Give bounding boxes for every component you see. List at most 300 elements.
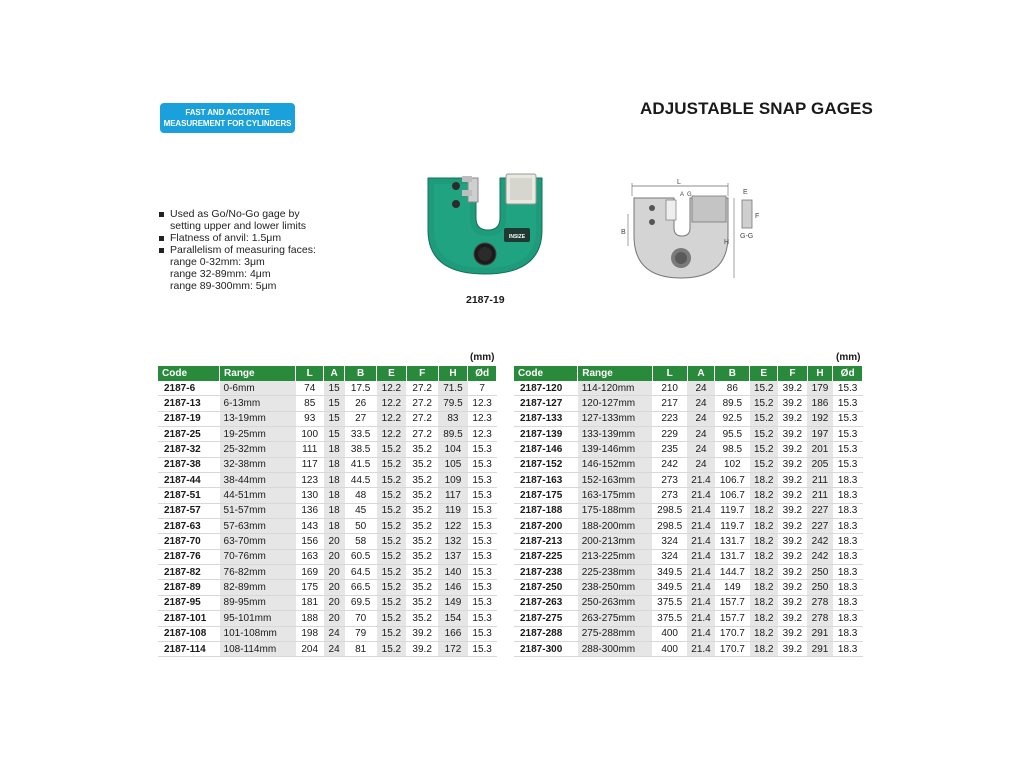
feature-text: Parallelism of measuring faces: xyxy=(170,244,316,256)
cell-code: 2187-63 xyxy=(158,519,220,534)
cell-a: 18 xyxy=(324,457,345,472)
cell-f: 39.2 xyxy=(778,427,808,442)
table-row xyxy=(158,580,497,595)
table-row xyxy=(514,411,863,426)
cell-code: 2187-288 xyxy=(514,626,578,641)
table-row xyxy=(514,442,863,457)
cell-e: 15.2 xyxy=(377,503,407,518)
cell-a: 20 xyxy=(324,611,345,626)
cell-range: 108-114mm xyxy=(220,641,296,656)
table-row xyxy=(158,534,497,549)
col-header-code: Code xyxy=(514,366,578,381)
cell-range: 32-38mm xyxy=(220,457,296,472)
cell-l: 163 xyxy=(296,549,324,564)
cell-d: 18.3 xyxy=(833,565,863,580)
cell-code: 2187-51 xyxy=(158,488,220,503)
cell-a: 15 xyxy=(324,396,345,411)
unit-label-right: (mm) xyxy=(836,352,861,363)
cell-d: 15.3 xyxy=(468,580,497,595)
cell-f: 39.2 xyxy=(778,381,808,396)
table-row xyxy=(158,549,497,564)
cell-f: 27.2 xyxy=(406,411,438,426)
cell-range: 25-32mm xyxy=(220,442,296,457)
cell-e: 15.2 xyxy=(377,457,407,472)
cell-e: 15.2 xyxy=(750,396,778,411)
cell-e: 15.2 xyxy=(377,626,407,641)
cell-l: 181 xyxy=(296,595,324,610)
cell-h: 242 xyxy=(807,534,833,549)
cell-h: 186 xyxy=(807,396,833,411)
table-row xyxy=(158,442,497,457)
cell-b: 45 xyxy=(345,503,377,518)
cell-l: 242 xyxy=(652,457,687,472)
cell-h: 83 xyxy=(438,411,468,426)
cell-l: 204 xyxy=(296,641,324,656)
cell-code: 2187-82 xyxy=(158,565,220,580)
cell-f: 39.2 xyxy=(778,595,808,610)
cell-f: 35.2 xyxy=(406,473,438,488)
cell-e: 15.2 xyxy=(377,519,407,534)
cell-a: 21.4 xyxy=(687,488,715,503)
cell-h: 146 xyxy=(438,580,468,595)
cell-f: 39.2 xyxy=(778,534,808,549)
col-header-a: A xyxy=(324,366,345,381)
cell-l: 111 xyxy=(296,442,324,457)
page-title: ADJUSTABLE SNAP GAGES xyxy=(640,99,873,118)
col-header-l: L xyxy=(652,366,687,381)
table-row xyxy=(158,595,497,610)
cell-range: 101-108mm xyxy=(220,626,296,641)
cell-l: 143 xyxy=(296,519,324,534)
cell-d: 15.3 xyxy=(833,411,863,426)
cell-d: 18.3 xyxy=(833,549,863,564)
cell-h: 201 xyxy=(807,442,833,457)
cell-b: 79 xyxy=(345,626,377,641)
cell-h: 104 xyxy=(438,442,468,457)
cell-e: 18.2 xyxy=(750,534,778,549)
cell-b: 64.5 xyxy=(345,565,377,580)
cell-range: 6-13mm xyxy=(220,396,296,411)
feature-item xyxy=(158,244,358,256)
cell-f: 27.2 xyxy=(406,427,438,442)
cell-b: 70 xyxy=(345,611,377,626)
table-row xyxy=(158,519,497,534)
cell-h: 105 xyxy=(438,457,468,472)
table-row xyxy=(158,396,497,411)
cell-range: 19-25mm xyxy=(220,427,296,442)
cell-l: 210 xyxy=(652,381,687,396)
cell-range: 175-188mm xyxy=(578,503,652,518)
cell-range: 275-288mm xyxy=(578,626,652,641)
cell-e: 15.2 xyxy=(750,411,778,426)
table-row xyxy=(514,519,863,534)
cell-range: 82-89mm xyxy=(220,580,296,595)
cell-f: 39.2 xyxy=(778,457,808,472)
cell-b: 170.7 xyxy=(715,626,750,641)
cell-f: 39.2 xyxy=(778,396,808,411)
table-row xyxy=(514,580,863,595)
cell-h: 291 xyxy=(807,626,833,641)
cell-l: 223 xyxy=(652,411,687,426)
cell-code: 2187-175 xyxy=(514,488,578,503)
cell-b: 26 xyxy=(345,396,377,411)
cell-range: 51-57mm xyxy=(220,503,296,518)
cell-h: 119 xyxy=(438,503,468,518)
feature-item xyxy=(158,232,358,244)
cell-e: 18.2 xyxy=(750,626,778,641)
table-row xyxy=(158,427,497,442)
table-row xyxy=(158,457,497,472)
cell-range: 127-133mm xyxy=(578,411,652,426)
cell-b: 119.7 xyxy=(715,503,750,518)
cell-range: 146-152mm xyxy=(578,457,652,472)
cell-b: 44.5 xyxy=(345,473,377,488)
table-header-row xyxy=(514,366,863,381)
table-row xyxy=(514,488,863,503)
cell-code: 2187-300 xyxy=(514,641,578,656)
table-row xyxy=(514,534,863,549)
cell-d: 15.3 xyxy=(468,565,497,580)
cell-l: 400 xyxy=(652,641,687,656)
cell-d: 15.3 xyxy=(468,503,497,518)
cell-code: 2187-101 xyxy=(158,611,220,626)
cell-code: 2187-114 xyxy=(158,641,220,656)
cell-range: 70-76mm xyxy=(220,549,296,564)
cell-d: 12.3 xyxy=(468,396,497,411)
cell-b: 58 xyxy=(345,534,377,549)
cell-e: 15.2 xyxy=(377,580,407,595)
cell-code: 2187-19 xyxy=(158,411,220,426)
diagram-label-l: L xyxy=(677,179,681,186)
cell-b: 157.7 xyxy=(715,595,750,610)
cell-b: 41.5 xyxy=(345,457,377,472)
cell-range: 76-82mm xyxy=(220,565,296,580)
cell-f: 39.2 xyxy=(778,442,808,457)
cell-code: 2187-89 xyxy=(158,580,220,595)
cell-h: 71.5 xyxy=(438,381,468,396)
cell-h: 197 xyxy=(807,427,833,442)
cell-b: 106.7 xyxy=(715,488,750,503)
cell-l: 349.5 xyxy=(652,580,687,595)
cell-b: 27 xyxy=(345,411,377,426)
spec-table-left xyxy=(158,366,497,657)
cell-code: 2187-70 xyxy=(158,534,220,549)
cell-l: 123 xyxy=(296,473,324,488)
table-row xyxy=(158,641,497,656)
cell-f: 35.2 xyxy=(406,595,438,610)
cell-h: 205 xyxy=(807,457,833,472)
cell-f: 39.2 xyxy=(778,549,808,564)
cell-d: 15.3 xyxy=(468,519,497,534)
cell-b: 149 xyxy=(715,580,750,595)
cell-h: 211 xyxy=(807,488,833,503)
cell-f: 35.2 xyxy=(406,488,438,503)
cell-range: 0-6mm xyxy=(220,381,296,396)
cell-d: 18.3 xyxy=(833,519,863,534)
table-row xyxy=(514,641,863,656)
diagram-label-a: A xyxy=(680,192,685,198)
cell-d: 15.3 xyxy=(468,611,497,626)
cell-range: 44-51mm xyxy=(220,488,296,503)
cell-d: 15.3 xyxy=(468,488,497,503)
cell-code: 2187-95 xyxy=(158,595,220,610)
cell-a: 20 xyxy=(324,565,345,580)
cell-range: 152-163mm xyxy=(578,473,652,488)
cell-e: 15.2 xyxy=(377,488,407,503)
cell-h: 211 xyxy=(807,473,833,488)
cell-range: 250-263mm xyxy=(578,595,652,610)
cell-range: 288-300mm xyxy=(578,641,652,656)
cell-a: 21.4 xyxy=(687,549,715,564)
cell-a: 21.4 xyxy=(687,641,715,656)
cell-h: 117 xyxy=(438,488,468,503)
cell-b: 17.5 xyxy=(345,381,377,396)
cell-e: 15.2 xyxy=(750,457,778,472)
cell-b: 98.5 xyxy=(715,442,750,457)
feature-sub: range 89-300mm: 5μm xyxy=(170,280,277,292)
table-row xyxy=(514,595,863,610)
cell-code: 2187-188 xyxy=(514,503,578,518)
cell-l: 100 xyxy=(296,427,324,442)
cell-d: 18.3 xyxy=(833,611,863,626)
spec-table-right xyxy=(514,366,863,657)
cell-f: 35.2 xyxy=(406,549,438,564)
cell-e: 18.2 xyxy=(750,488,778,503)
cell-code: 2187-38 xyxy=(158,457,220,472)
cell-range: 89-95mm xyxy=(220,595,296,610)
table-row xyxy=(514,473,863,488)
cell-range: 95-101mm xyxy=(220,611,296,626)
cell-l: 188 xyxy=(296,611,324,626)
cell-e: 18.2 xyxy=(750,595,778,610)
cell-b: 102 xyxy=(715,457,750,472)
cell-b: 86 xyxy=(715,381,750,396)
cell-f: 35.2 xyxy=(406,503,438,518)
cell-d: 15.3 xyxy=(468,626,497,641)
cell-a: 18 xyxy=(324,488,345,503)
cell-range: 57-63mm xyxy=(220,519,296,534)
cell-l: 235 xyxy=(652,442,687,457)
cell-d: 18.3 xyxy=(833,488,863,503)
cell-code: 2187-32 xyxy=(158,442,220,457)
cell-code: 2187-275 xyxy=(514,611,578,626)
feature-sub: range 0-32mm: 3μm xyxy=(170,256,265,268)
cell-f: 35.2 xyxy=(406,565,438,580)
cell-code: 2187-263 xyxy=(514,595,578,610)
col-header-l: L xyxy=(296,366,324,381)
cell-a: 18 xyxy=(324,442,345,457)
cell-h: 149 xyxy=(438,595,468,610)
cell-d: 18.3 xyxy=(833,473,863,488)
cell-a: 20 xyxy=(324,549,345,564)
cell-d: 15.3 xyxy=(468,641,497,656)
cell-e: 15.2 xyxy=(377,534,407,549)
cell-range: 38-44mm xyxy=(220,473,296,488)
cell-a: 24 xyxy=(687,427,715,442)
cell-d: 15.3 xyxy=(468,473,497,488)
cell-d: 15.3 xyxy=(833,442,863,457)
col-header-a: A xyxy=(687,366,715,381)
cell-a: 24 xyxy=(324,626,345,641)
cell-code: 2187-139 xyxy=(514,427,578,442)
cell-a: 18 xyxy=(324,519,345,534)
cell-f: 35.2 xyxy=(406,611,438,626)
cell-f: 39.2 xyxy=(778,411,808,426)
cell-l: 375.5 xyxy=(652,595,687,610)
table-row xyxy=(158,611,497,626)
cell-l: 169 xyxy=(296,565,324,580)
col-header-h: H xyxy=(438,366,468,381)
cell-h: 250 xyxy=(807,580,833,595)
cell-d: 15.3 xyxy=(468,549,497,564)
table-row xyxy=(514,457,863,472)
cell-f: 35.2 xyxy=(406,580,438,595)
cell-b: 92.5 xyxy=(715,411,750,426)
cell-e: 15.2 xyxy=(377,611,407,626)
cell-code: 2187-127 xyxy=(514,396,578,411)
dimension-diagram xyxy=(610,174,770,286)
cell-code: 2187-25 xyxy=(158,427,220,442)
cell-d: 18.3 xyxy=(833,503,863,518)
cell-a: 21.4 xyxy=(687,565,715,580)
cell-h: 227 xyxy=(807,503,833,518)
cell-b: 106.7 xyxy=(715,473,750,488)
cell-code: 2187-108 xyxy=(158,626,220,641)
cell-range: 225-238mm xyxy=(578,565,652,580)
cell-range: 163-175mm xyxy=(578,488,652,503)
table-row xyxy=(514,427,863,442)
cell-a: 18 xyxy=(324,473,345,488)
cell-b: 89.5 xyxy=(715,396,750,411)
cell-code: 2187-163 xyxy=(514,473,578,488)
feature-item xyxy=(158,208,358,232)
cell-h: 242 xyxy=(807,549,833,564)
cell-l: 324 xyxy=(652,549,687,564)
cell-a: 15 xyxy=(324,381,345,396)
table-row xyxy=(514,565,863,580)
cell-b: 170.7 xyxy=(715,641,750,656)
cell-f: 39.2 xyxy=(778,641,808,656)
unit-label-left: (mm) xyxy=(470,352,495,363)
diagram-label-h: H xyxy=(724,239,730,246)
cell-e: 15.2 xyxy=(377,565,407,580)
feature-text: Flatness of anvil: 1.5μm xyxy=(170,232,282,244)
cell-range: 13-19mm xyxy=(220,411,296,426)
cell-a: 24 xyxy=(687,381,715,396)
table-row xyxy=(158,565,497,580)
cell-h: 278 xyxy=(807,595,833,610)
cell-l: 375.5 xyxy=(652,611,687,626)
cell-h: 179 xyxy=(807,381,833,396)
cell-b: 131.7 xyxy=(715,549,750,564)
col-header-range: Range xyxy=(578,366,652,381)
cell-code: 2187-152 xyxy=(514,457,578,472)
cell-b: 95.5 xyxy=(715,427,750,442)
col-header-code: Code xyxy=(158,366,220,381)
cell-f: 39.2 xyxy=(778,519,808,534)
cell-range: 188-200mm xyxy=(578,519,652,534)
cell-e: 18.2 xyxy=(750,641,778,656)
cell-f: 39.2 xyxy=(778,626,808,641)
cell-b: 81 xyxy=(345,641,377,656)
cell-l: 198 xyxy=(296,626,324,641)
cell-range: 63-70mm xyxy=(220,534,296,549)
cell-b: 50 xyxy=(345,519,377,534)
feature-list xyxy=(158,208,358,292)
cell-h: 109 xyxy=(438,473,468,488)
cell-l: 175 xyxy=(296,580,324,595)
cell-a: 21.4 xyxy=(687,580,715,595)
table-row xyxy=(514,381,863,396)
cell-b: 38.5 xyxy=(345,442,377,457)
cell-a: 20 xyxy=(324,534,345,549)
cell-d: 18.3 xyxy=(833,595,863,610)
cell-code: 2187-13 xyxy=(158,396,220,411)
cell-d: 15.3 xyxy=(468,534,497,549)
col-header-d: Ød xyxy=(833,366,863,381)
cell-f: 39.2 xyxy=(406,641,438,656)
cell-f: 39.2 xyxy=(406,626,438,641)
cell-a: 20 xyxy=(324,595,345,610)
feature-badge xyxy=(160,103,295,133)
cell-d: 18.3 xyxy=(833,580,863,595)
cell-d: 15.3 xyxy=(833,427,863,442)
cell-b: 48 xyxy=(345,488,377,503)
cell-a: 21.4 xyxy=(687,595,715,610)
cell-f: 27.2 xyxy=(406,381,438,396)
cell-l: 130 xyxy=(296,488,324,503)
cell-a: 24 xyxy=(687,457,715,472)
cell-a: 21.4 xyxy=(687,611,715,626)
cell-code: 2187-213 xyxy=(514,534,578,549)
cell-code: 2187-250 xyxy=(514,580,578,595)
cell-d: 15.3 xyxy=(468,595,497,610)
cell-code: 2187-238 xyxy=(514,565,578,580)
cell-l: 136 xyxy=(296,503,324,518)
cell-f: 27.2 xyxy=(406,396,438,411)
cell-l: 93 xyxy=(296,411,324,426)
cell-b: 157.7 xyxy=(715,611,750,626)
cell-l: 217 xyxy=(652,396,687,411)
cell-f: 39.2 xyxy=(778,580,808,595)
cell-a: 20 xyxy=(324,580,345,595)
cell-l: 324 xyxy=(652,534,687,549)
table-row xyxy=(158,381,497,396)
cell-e: 15.2 xyxy=(377,641,407,656)
table-row xyxy=(514,611,863,626)
cell-b: 66.5 xyxy=(345,580,377,595)
diagram-label-e: E xyxy=(743,189,748,196)
cell-f: 35.2 xyxy=(406,519,438,534)
cell-code: 2187-225 xyxy=(514,549,578,564)
cell-e: 15.2 xyxy=(377,595,407,610)
cell-d: 15.3 xyxy=(468,457,497,472)
cell-d: 7 xyxy=(468,381,497,396)
col-header-e: E xyxy=(750,366,778,381)
feature-sub: range 32-89mm: 4μm xyxy=(170,268,271,280)
col-header-f: F xyxy=(778,366,808,381)
cell-l: 74 xyxy=(296,381,324,396)
cell-l: 349.5 xyxy=(652,565,687,580)
cell-range: 133-139mm xyxy=(578,427,652,442)
diagram-label-g: G xyxy=(687,192,692,198)
cell-d: 18.3 xyxy=(833,626,863,641)
cell-h: 192 xyxy=(807,411,833,426)
cell-l: 400 xyxy=(652,626,687,641)
cell-l: 156 xyxy=(296,534,324,549)
cell-l: 229 xyxy=(652,427,687,442)
cell-a: 21.4 xyxy=(687,534,715,549)
